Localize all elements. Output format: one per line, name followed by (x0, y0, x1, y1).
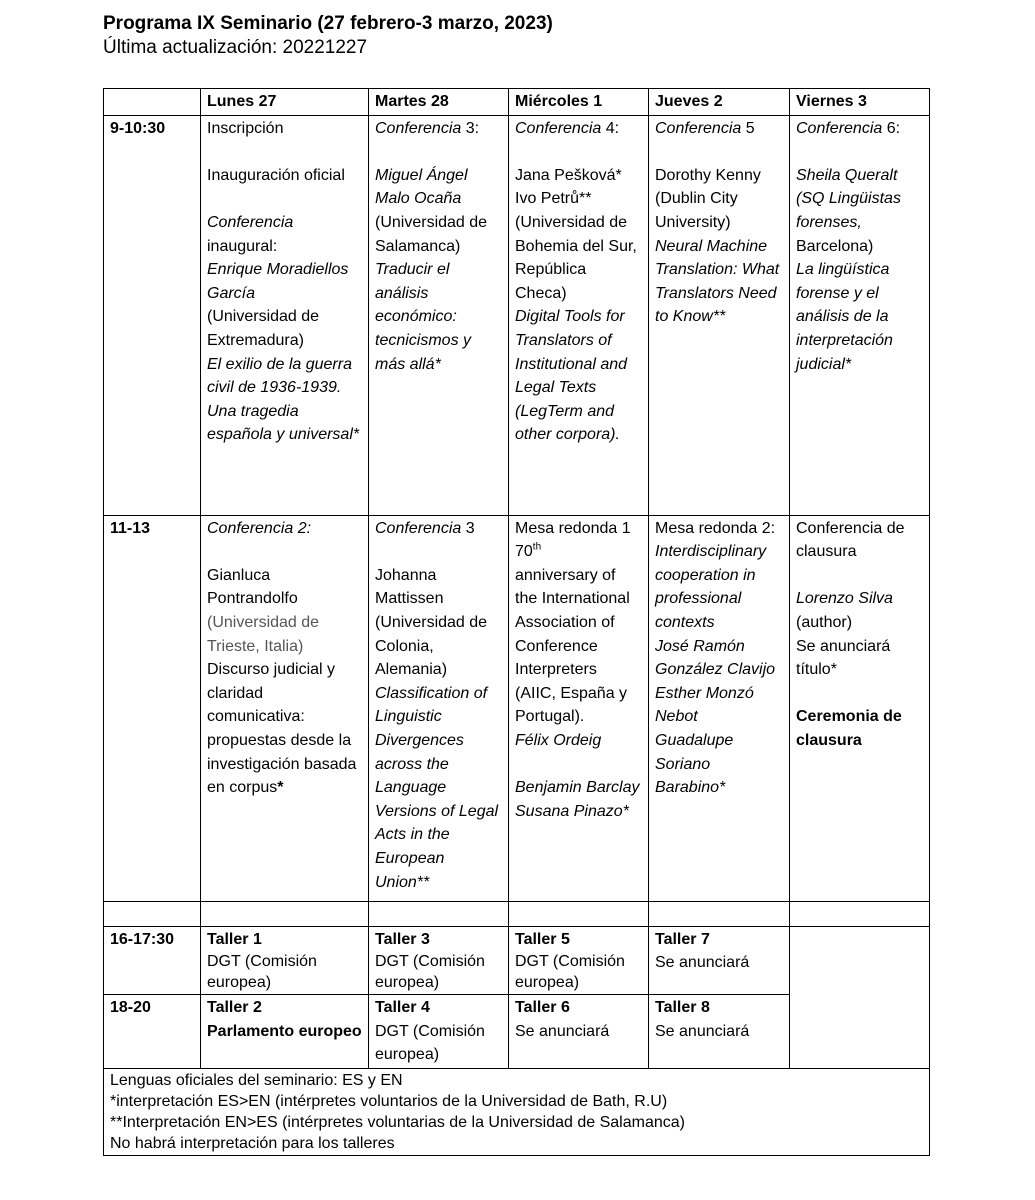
talk-title: Classification of Linguistic Divergences across the Language Versions of Legal Acts in the European Union** (375, 684, 499, 891)
conference-label: Conferencia (655, 119, 742, 137)
thursday-midday-cell (649, 515, 790, 901)
round-table-topic: anniversary of the International Association of Conference Interpreters (AIIC, España y Portugal). (515, 566, 630, 726)
workshop-name: Taller 2 (207, 999, 262, 1017)
workshop-desc: Se anunciará (655, 1022, 750, 1040)
panelist-2: Benjamin Barclay (515, 779, 640, 797)
workshop-name: Taller 4 (375, 999, 430, 1017)
workshop-desc: DGT (Comisión europea) (515, 953, 625, 992)
speaker-city: Barcelona) (796, 237, 874, 255)
spacer-row (104, 901, 930, 926)
speaker-name: Sheila Queralt (796, 166, 898, 184)
workshop-cell (201, 995, 369, 1069)
workshop-cell (509, 995, 649, 1069)
speaker-affiliation: (SQ Lingüistas forenses, (796, 190, 901, 231)
workshop-name: Taller 8 (655, 999, 710, 1017)
speaker-role: (author) (796, 613, 853, 631)
document-header (103, 12, 983, 60)
footer-notes (104, 1068, 930, 1155)
speaker-name: Dorothy Kenny (655, 166, 761, 184)
ordinal-suffix: th (532, 541, 542, 553)
wednesday-morning-cell (509, 115, 649, 515)
page-title: Programa IX Seminario (27 febrero-3 marzo, 2023) (103, 13, 553, 34)
panelist-3: Guadalupe Soriano Barabino* (655, 731, 734, 797)
thursday-morning-cell (649, 115, 790, 515)
time-evening: 18-20 (104, 995, 201, 1069)
workshop-name: Taller 3 (375, 930, 430, 948)
workshop-desc: Se anunciará (655, 954, 750, 972)
talk-title: Neural Machine Translation: What Translators Need to Know** (655, 237, 780, 326)
conference-type: inaugural: (207, 237, 278, 255)
tuesday-morning-cell (369, 115, 509, 515)
last-updated: Última actualización: 20221227 (103, 37, 368, 58)
speaker-name: Enrique Moradiellos García (207, 261, 349, 302)
day-header-tuesday: Martes 28 (369, 89, 509, 116)
footer-notes-row (104, 1068, 930, 1155)
talk-title: La lingüística forense y el análisis de la interpretación judicial* (796, 261, 893, 373)
schedule-table (103, 88, 930, 1156)
workshop-name: Taller 1 (207, 930, 262, 948)
workshop-row-afternoon (104, 926, 930, 995)
anniversary-number: 70 (515, 543, 533, 561)
speaker-affiliation: (Dublin City University) (655, 190, 738, 231)
workshop-desc: DGT (Comisión europea) (207, 953, 317, 992)
time-morning: 9-10:30 (104, 115, 201, 515)
speaker-name: Gianluca Pontrandolfo (207, 566, 298, 608)
registration: Inscripción (207, 119, 284, 137)
footer-languages: Lenguas oficiales del seminario: ES y EN (110, 1071, 403, 1089)
panelist-3: Susana Pinazo* (515, 802, 629, 820)
workshop-cell (509, 926, 649, 995)
conference-label: Conferencia 2: (207, 519, 312, 537)
time-midday: 11-13 (104, 515, 201, 901)
conference-label: Conferencia (375, 119, 462, 137)
workshop-name: Taller 7 (655, 930, 710, 948)
talk-title-pending: Se anunciará título* (796, 637, 891, 679)
midday-session-row (104, 515, 930, 901)
panelist-1: José Ramón González Clavijo (655, 637, 776, 679)
conference-label: Conferencia (207, 213, 294, 231)
speaker-affiliation: (Universidad de Salamanca) (375, 213, 488, 255)
workshop-cell (649, 995, 790, 1069)
speaker-affiliation: (Universidad de Trieste, Italia) (207, 613, 320, 655)
speaker-name-1: Jana Pešková* (515, 166, 622, 184)
workshop-cell (369, 926, 509, 995)
monday-morning-cell (201, 115, 369, 515)
workshop-desc: Se anunciará (515, 1022, 610, 1040)
wednesday-midday-cell (509, 515, 649, 901)
speaker-name: Miguel Ángel Malo Ocaña (375, 166, 468, 208)
day-header-thursday: Jueves 2 (649, 89, 790, 116)
speaker-affiliation: (Universidad de Extremadura) (207, 308, 320, 349)
conference-number: 5 (745, 119, 755, 137)
round-table-label: Mesa redonda 2: (655, 519, 776, 537)
corner-cell (104, 89, 201, 116)
workshop-desc: DGT (Comisión europea) (375, 1022, 485, 1064)
talk-star: * (277, 779, 284, 797)
footer-note-workshops: No habrá interpretación para los talleres (110, 1134, 395, 1152)
friday-afternoon-empty (790, 926, 930, 1068)
speaker-name-2: Ivo Petrů** (515, 190, 592, 208)
talk-title: Discurso judicial y claridad comunicativa: propuestas desde la investigación basada en corpus (207, 661, 357, 797)
conference-label: Conferencia (796, 119, 883, 137)
workshop-cell (369, 995, 509, 1069)
conference-number: 6: (886, 119, 901, 137)
friday-morning-cell (790, 115, 930, 515)
talk-title: El exilio de la guerra civil de 1936-1939. Una tragedia española y universal* (207, 355, 360, 444)
speaker-affiliation: (Universidad de Colonia, Alemania) (375, 613, 488, 679)
round-table-topic: Interdisciplinary cooperation in professional contexts (655, 543, 767, 631)
panelist-2: Esther Monzó Nebot (655, 684, 754, 726)
closing-ceremony: Ceremonia de clausura (796, 708, 902, 749)
time-afternoon: 16-17:30 (104, 926, 201, 995)
workshop-name: Taller 6 (515, 999, 570, 1017)
round-table-label: Mesa redonda 1 (515, 519, 631, 537)
closing-conference-label: Conferencia de clausura (796, 519, 905, 561)
day-header-row (104, 89, 930, 116)
footer-note-es-en: *interpretación ES>EN (intérpretes voluntarios de la Universidad de Bath, R.U) (110, 1092, 668, 1110)
speaker-affiliation: (Universidad de Bohemia del Sur, República Checa) (515, 213, 637, 302)
tuesday-midday-cell (369, 515, 509, 901)
friday-midday-cell (790, 515, 930, 901)
workshop-cell (649, 926, 790, 995)
talk-title: Digital Tools for Translators of Institutional and Legal Texts (LegTerm and other corpora). (515, 308, 628, 444)
talk-title: Traducir el análisis económico: tecnicismos y más allá* (375, 261, 472, 373)
conference-number: 3: (465, 119, 480, 137)
day-header-monday: Lunes 27 (201, 89, 369, 116)
opening: Inauguración oficial (207, 166, 345, 184)
conference-number: 3 (465, 519, 475, 537)
speaker-name: Johanna Mattissen (375, 566, 444, 608)
workshop-desc: Parlamento europeo (207, 1022, 362, 1040)
workshop-name: Taller 5 (515, 930, 570, 948)
workshop-desc: DGT (Comisión europea) (375, 953, 485, 992)
conference-label: Conferencia (375, 519, 462, 537)
panelist-1: Félix Ordeig (515, 731, 602, 749)
speaker-name: Lorenzo Silva (796, 590, 893, 608)
day-header-friday: Viernes 3 (790, 89, 930, 116)
conference-number: 4: (605, 119, 620, 137)
morning-session-row (104, 115, 930, 515)
conference-label: Conferencia (515, 119, 602, 137)
footer-note-en-es: **Interpretación EN>ES (intérpretes voluntarias de la Universidad de Salamanca) (110, 1113, 685, 1131)
monday-midday-cell (201, 515, 369, 901)
day-header-wednesday: Miércoles 1 (509, 89, 649, 116)
workshop-cell (201, 926, 369, 995)
